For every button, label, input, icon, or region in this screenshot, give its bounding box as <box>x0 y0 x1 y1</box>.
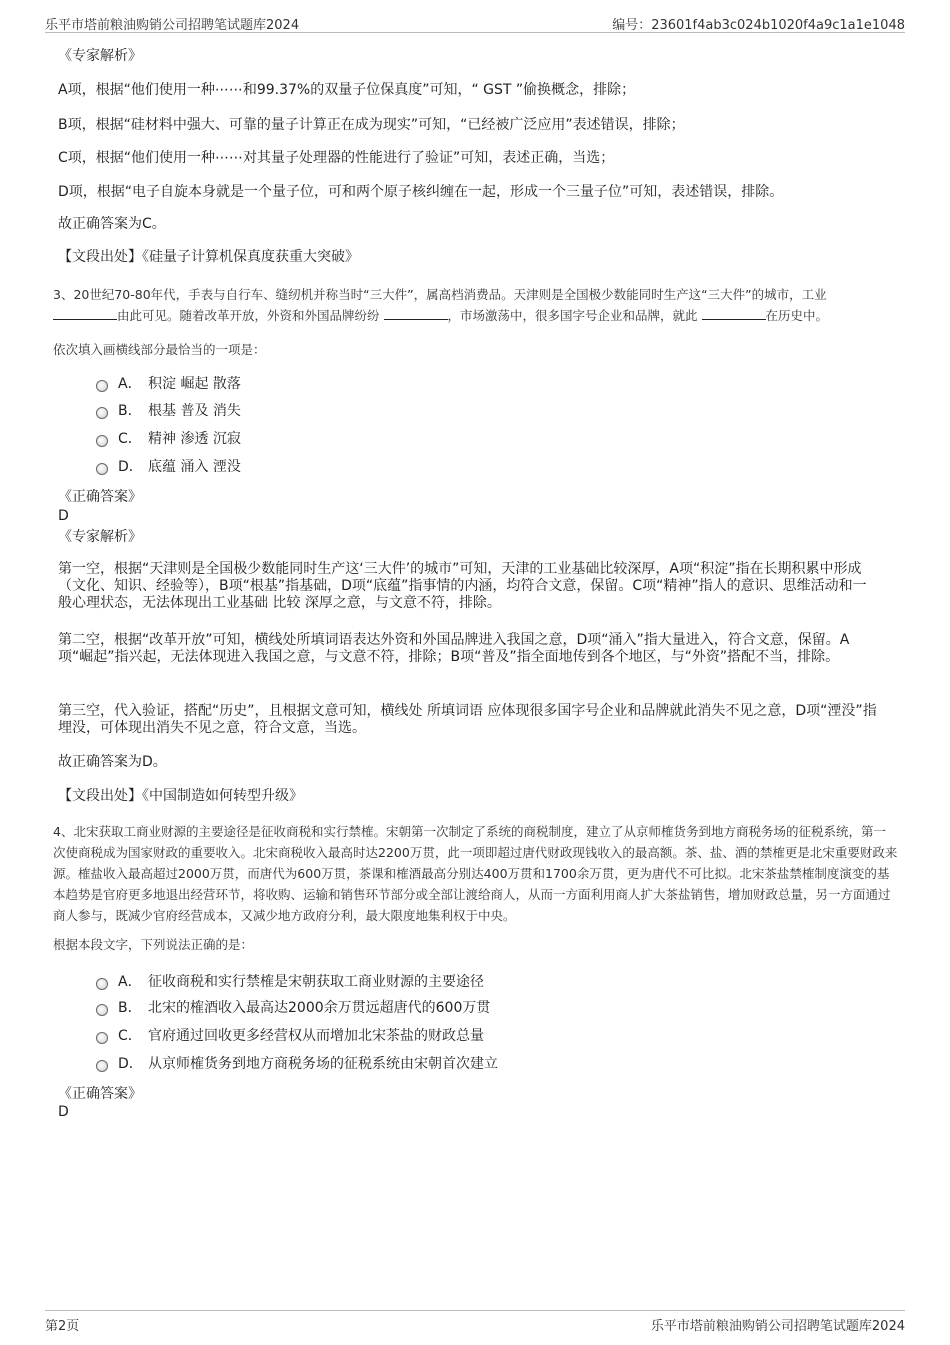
q2-conclusion: 故正确答案为C。 <box>58 216 166 232</box>
blank-3 <box>702 307 766 320</box>
q2-analysis-b: B项，根据“硅材料中强大、可靠的量子计算正在成为现实”可知，“已经被广泛应用”表述错误，排除； <box>58 117 685 133</box>
q3-stem-line-2 <box>53 305 828 326</box>
q3-answer: D <box>58 508 69 524</box>
q3-analysis-title: 《专家解析》 <box>58 529 142 545</box>
q4-option-a[interactable]: A． 征收商税和实行禁榷是宋朝获取工商业财源的主要途径 <box>96 972 484 992</box>
q3-answer-title: 《正确答案》 <box>58 489 142 505</box>
q4-stem: 4、北宋获取工商业财源的主要途径是征收商税和实行禁榷。宋朝第一次制定了系统的商税制度，建立了从京师榷货务到地方商税务场的征税系统，第一次使商税成为国家财政的重要收入。北宋商税收入最高时达2200万贯，此一项即超过唐代财政现钱收入的最高额。茶、盐、酒的禁榷更是北宋重要财政来源。榷盐收入最高超过2000万贯，而唐代为600万贯，茶课和榷酒最高分别达400万贯和1700余万贯，更为唐代不可比拟。北宋茶盐禁榷制度演变的基本趋势是官府更多地退出经营环节，将收购、运输和销售环节部分或全部让渡给商人，从而一方面利用商人扩大茶盐销售，增加财政总量，另一方面通过商人参与，既减少官府经营成本，又减少地方政府分利，最大限度地集利权于中央。 <box>53 824 898 923</box>
q3-analysis-1: 第一空，根据“天津则是全国极少数能同时生产这‘三大件’的城市”可知，天津的工业基础比较深厚，A项“积淀”指在长期积累中形成（文化、知识、经验等），B项“根基”指基础，D项“底蕴”指事情的内涵，均符合文意，保留。C项“精神”指人的意识、思维活动和一般心理状态，无法体现出工业基础 比较 深厚之意，与文意不符，排除。 <box>58 561 867 611</box>
q3-option-d[interactable]: D． 底蕴 涌入 湮没 <box>96 457 241 477</box>
q3-analysis-3: 第三空，代入验证，搭配“历史”，且根据文意可知，横线处 所填词语 应体现很多国字号企业和品牌就此消失不见之意，D项“湮没”指埋没，可体现出消失不见之意，符合文意，当选。 <box>58 703 877 736</box>
header-code: 编号：23601f4ab3c024b1020f4a9c1a1e1048 <box>612 18 905 33</box>
footer-title: 乐平市塔前粮油购销公司招聘笔试题库2024 <box>650 1319 905 1334</box>
q3-option-b[interactable]: B． 根基 普及 消失 <box>96 401 241 421</box>
q3-stem-part-c: 在历史中。 <box>765 308 829 323</box>
q3-source: 【文段出处】《中国制造如何转型升级》 <box>58 788 303 804</box>
q4-answer-title: 《正确答案》 <box>58 1086 142 1102</box>
q4-prompt: 根据本段文字，下列说法正确的是： <box>53 937 254 952</box>
q2-analysis-c: C项，根据“他们使用一种⋯⋯对其量子处理器的性能进行了验证”可知，表述正确，当选； <box>58 150 615 166</box>
page-header <box>45 12 905 33</box>
q4-option-d[interactable]: D． 从京师榷货务到地方商税务场的征税系统由宋朝首次建立 <box>96 1054 498 1074</box>
q4-answer: D <box>58 1104 69 1120</box>
q3-option-a[interactable]: A． 积淀 崛起 散落 <box>96 374 241 394</box>
radio-icon[interactable] <box>96 1004 108 1016</box>
q2-analysis-title: 《专家解析》 <box>58 48 142 64</box>
radio-icon[interactable] <box>96 1032 108 1044</box>
blank-1 <box>53 307 117 320</box>
q3-prompt: 依次填入画横线部分最恰当的一项是： <box>53 342 266 357</box>
q3-stem-part-a: 由此可见。随着改革开放，外资和外国品牌纷纷 <box>117 308 380 323</box>
blank-2 <box>384 307 448 320</box>
header-title: 乐平市塔前粮油购销公司招聘笔试题库2024 <box>45 18 300 33</box>
q2-analysis-a: A项，根据“他们使用一种⋯⋯和99.37%的双量子位保真度”可知，“ GST ”偷换概念，排除； <box>58 82 636 98</box>
radio-icon[interactable] <box>96 1060 108 1072</box>
q2-analysis-d: D项，根据“电子自旋本身就是一个量子位，可和两个原子核纠缠在一起，形成一个三量子位”可知，表述错误，排除。 <box>58 184 784 200</box>
radio-icon[interactable] <box>96 978 108 990</box>
radio-icon[interactable] <box>96 435 108 447</box>
page-footer <box>45 1310 905 1335</box>
page-number: 第2页 <box>45 1319 80 1334</box>
q4-option-b[interactable]: B． 北宋的榷酒收入最高达2000余万贯远超唐代的600万贯 <box>96 998 490 1018</box>
radio-icon[interactable] <box>96 380 108 392</box>
q3-stem-part-b: ，市场激荡中，很多国字号企业和品牌，就此 <box>447 308 698 323</box>
q3-analysis-2: 第二空，根据“改革开放”可知，横线处所填词语表达外资和外国品牌进入我国之意，D项“涌入”指大量进入，符合文意，保留。A项“崛起”指兴起，无法体现进入我国之意，与文意不符，排除；B项“普及”指全面地传到各个地区，与“外资”搭配不当，排除。 <box>58 632 850 665</box>
q3-option-c[interactable]: C． 精神 渗透 沉寂 <box>96 429 241 449</box>
q3-conclusion: 故正确答案为D。 <box>58 754 167 770</box>
q4-option-c[interactable]: C． 官府通过回收更多经营权从而增加北宋茶盐的财政总量 <box>96 1026 484 1046</box>
q3-stem-line-1: 3、20世纪70-80年代，手表与自行车、缝纫机并称当时“三大件”，属高档消费品。天津则是全国极少数能同时生产这“三大件”的城市，工业 <box>53 287 827 302</box>
q2-source: 【文段出处】《硅量子计算机保真度获重大突破》 <box>58 249 359 265</box>
radio-icon[interactable] <box>96 463 108 475</box>
radio-icon[interactable] <box>96 407 108 419</box>
